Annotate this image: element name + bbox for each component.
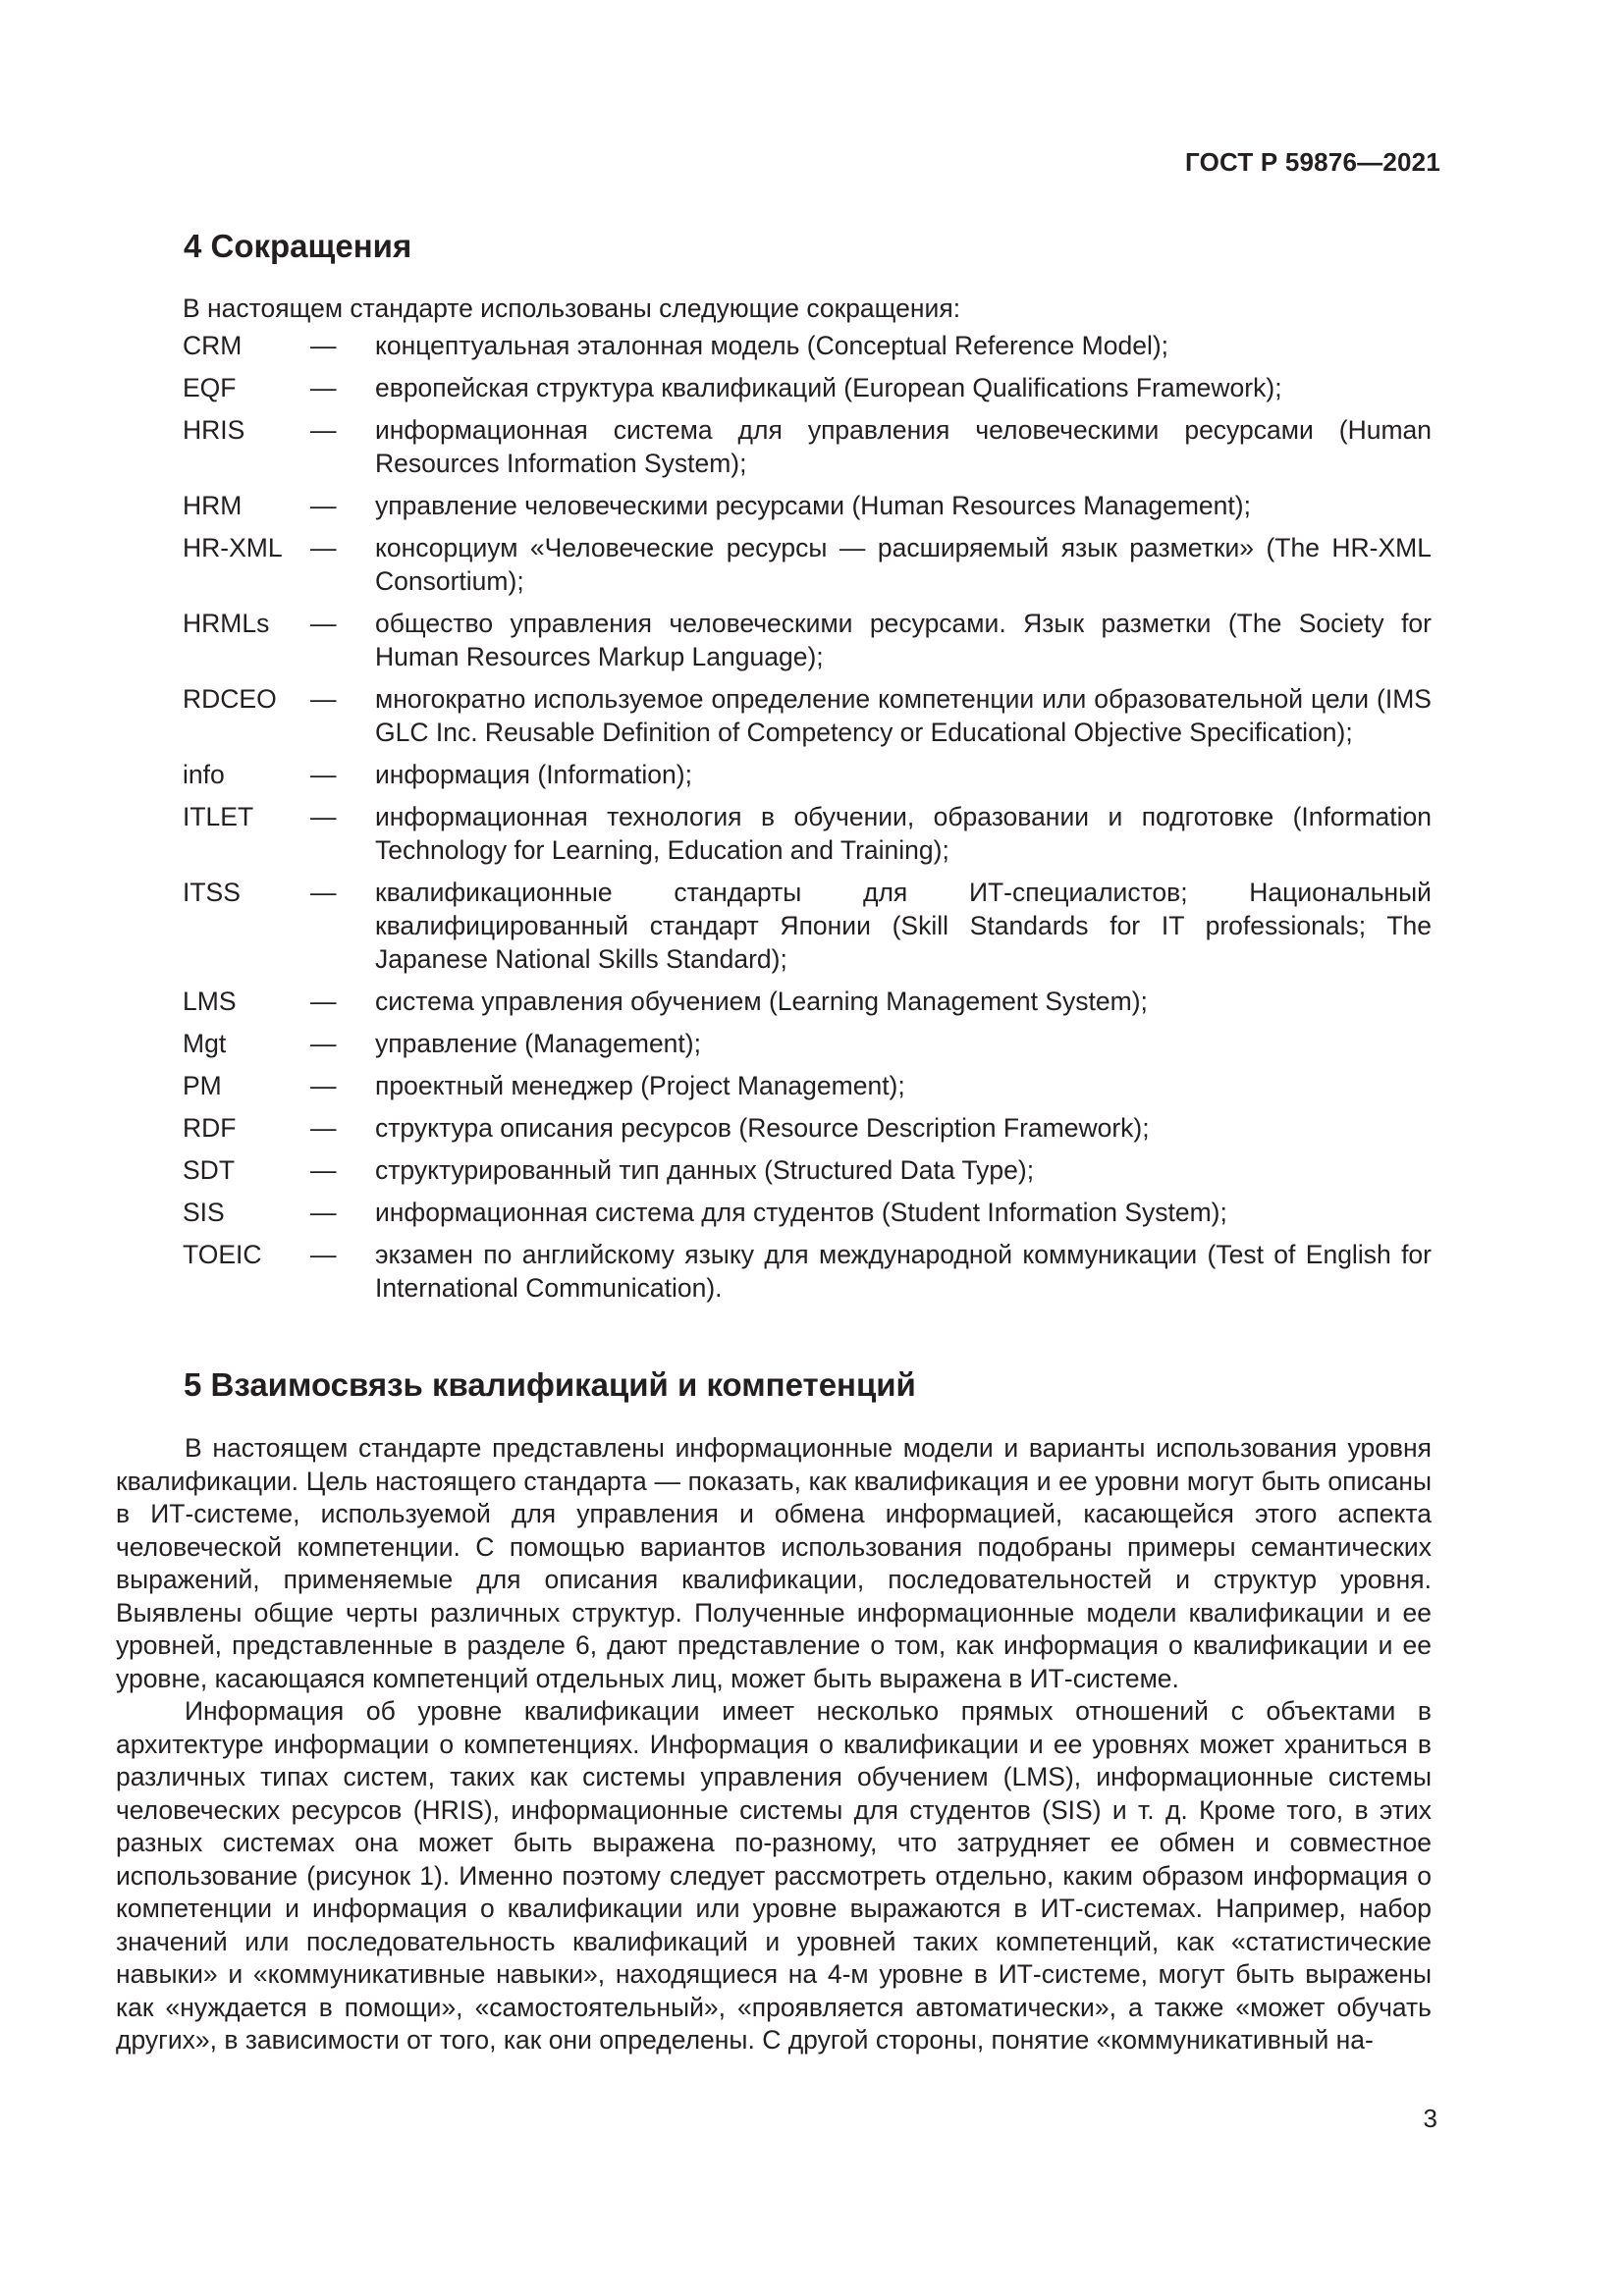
abbreviation-dash: — <box>310 1198 337 1227</box>
abbreviation-dash: — <box>310 1155 337 1185</box>
abbreviations-list <box>183 329 1432 1313</box>
abbreviation-dash: — <box>310 1113 337 1143</box>
abbreviation-dash: — <box>310 331 337 360</box>
abbreviation-row <box>183 531 1432 598</box>
abbreviation-dash: — <box>310 684 337 714</box>
abbreviation-term: RDF <box>183 1113 237 1143</box>
abbreviation-dash: — <box>310 1029 337 1058</box>
abbreviation-dash: — <box>310 1240 337 1269</box>
abbreviation-term: ITLET <box>183 802 254 831</box>
abbreviation-row <box>183 1069 1432 1102</box>
abbreviation-term: HR-XML <box>183 533 283 562</box>
abbreviation-dash: — <box>310 987 337 1016</box>
abbreviation-term: info <box>183 760 225 789</box>
abbreviation-definition: общество управления человеческими ресурсами. Язык разметки (The Society for Human Resources Markup Language); <box>375 609 1432 671</box>
abbreviation-term: RDCEO <box>183 684 277 714</box>
abbreviation-definition: концептуальная эталонная модель (Conceptual Reference Model); <box>375 331 1169 360</box>
abbreviation-row <box>183 985 1432 1018</box>
abbreviation-term: LMS <box>183 987 237 1016</box>
abbreviation-dash: — <box>310 609 337 638</box>
abbreviation-row <box>183 489 1432 522</box>
abbreviation-term: HRM <box>183 491 243 520</box>
abbreviation-row <box>183 329 1432 362</box>
abbreviation-row <box>183 1238 1432 1305</box>
abbreviation-row <box>183 758 1432 791</box>
abbreviation-row <box>183 1027 1432 1060</box>
abbreviation-dash: — <box>310 802 337 831</box>
abbreviation-term: TOEIC <box>183 1240 262 1269</box>
section-5-title: 5 Взаимосвязь квалификаций и компетенций <box>184 1366 916 1403</box>
abbreviation-definition: экзамен по английскому языку для международной коммуникации (Test of English for International Communication). <box>375 1240 1432 1303</box>
abbreviation-row <box>183 1153 1432 1187</box>
abbreviation-row <box>183 1196 1432 1229</box>
abbreviation-term: ITSS <box>183 878 241 907</box>
abbreviation-row <box>183 607 1432 673</box>
abbreviations-intro: В настоящем стандарте использованы следующие сокращения: <box>183 294 961 323</box>
abbreviation-definition: многократно используемое определение компетенции или образовательной цели (IMS GLC Inc. Reusable Definition of Competency or Educational Objective Specification); <box>375 684 1432 747</box>
abbreviation-definition: информация (Information); <box>375 760 692 789</box>
abbreviation-term: EQF <box>183 373 237 402</box>
section-4-title: 4 Сокращения <box>184 228 412 264</box>
abbreviation-term: SDT <box>183 1155 235 1185</box>
standard-header: ГОСТ Р 59876—2021 <box>1185 147 1440 177</box>
abbreviation-row <box>183 876 1432 976</box>
abbreviation-definition: информационная технология в обучении, образовании и подготовке (Information Technology for Learning, Education and Training); <box>375 802 1432 865</box>
abbreviation-dash: — <box>310 491 337 520</box>
abbreviation-row <box>183 800 1432 867</box>
abbreviation-term: CRM <box>183 331 243 360</box>
abbreviation-row <box>183 682 1432 749</box>
section-5-body <box>116 1432 1432 2057</box>
abbreviation-definition: консорциум «Человеческие ресурсы — расширяемый язык разметки» (The HR-XML Consortium); <box>375 533 1432 596</box>
page-number: 3 <box>1423 2104 1437 2133</box>
paragraph: Информация об уровне квалификации имеет несколько прямых отношений с объектами в архитектуре информации о компетенциях. Информация о квалификации и ее уровнях может храниться в различных типах систем, таких как системы управления обучением (LMS), информационные системы человеческих ресурсов (HRIS), информационные системы для студентов (SIS) и т. д. Кроме того, в этих разных системах она может быть выражена по-разному, что затрудняет ее обмен и совместное использование (рисунок 1). Именно поэтому следует рассмотреть отдельно, каким образом информация о компетенции и информация о квалификации или уровне выражаются в ИТ-системах. Например, набор значений или последовательность квалификаций и уровней таких компетенций, как «статистические навыки» и «коммуникативные навыки», находящиеся на 4-м уровне в ИТ-системе, могут быть выражены как «нуждается в помощи», «самостоятельный», «проявляется автоматически», а также «может обучать других», в зависимости от того, как они определены. С другой стороны, понятие «коммуникативный на- <box>116 1696 1432 2055</box>
abbreviation-dash: — <box>310 373 337 402</box>
paragraph: В настоящем стандарте представлены информационные модели и варианты использования уровня квалификации. Цель настоящего стандарта — показать, как квалификация и ее уровни могут быть описаны в ИТ-системе, используемой для управления и обмена информацией, касающейся этого аспекта человеческой компетенции. С помощью вариантов использования подобраны примеры семантических выражений, применяемые для описания квалификации, последовательностей и структур уровня. Выявлены общие черты различных структур. Полученные информационные модели квалификации и ее уровней, представленные в разделе 6, дают представление о том, как информация о квалификации и ее уровне, касающаяся компетенций отдельных лиц, может быть выражена в ИТ-системе. <box>116 1433 1432 1693</box>
abbreviation-definition: структура описания ресурсов (Resource Description Framework); <box>375 1113 1150 1143</box>
abbreviation-dash: — <box>310 1071 337 1100</box>
abbreviation-row <box>183 413 1432 480</box>
abbreviation-definition: управление (Management); <box>375 1029 701 1058</box>
abbreviation-row <box>183 1111 1432 1145</box>
abbreviation-dash: — <box>310 760 337 789</box>
abbreviation-definition: система управления обучением (Learning Management System); <box>375 987 1148 1016</box>
abbreviation-term: HRMLs <box>183 609 270 638</box>
abbreviation-definition: квалификационные стандарты для ИТ-специалистов; Национальный квалифицированный стандарт Японии (Skill Standards for IT professionals; The Japanese National Skills Standard); <box>375 878 1432 974</box>
abbreviation-dash: — <box>310 533 337 562</box>
abbreviation-definition: европейская структура квалификаций (European Qualifications Framework); <box>375 373 1282 402</box>
abbreviation-term: HRIS <box>183 415 245 445</box>
abbreviation-definition: проектный менеджер (Project Management); <box>375 1071 905 1100</box>
abbreviation-definition: структурированный тип данных (Structured Data Type); <box>375 1155 1035 1185</box>
abbreviation-term: Mgt <box>183 1029 227 1058</box>
abbreviation-term: PM <box>183 1071 222 1100</box>
abbreviation-dash: — <box>310 415 337 445</box>
abbreviation-row <box>183 371 1432 404</box>
abbreviation-definition: информационная система для управления человеческими ресурсами (Human Resources Information System); <box>375 415 1432 478</box>
abbreviation-term: SIS <box>183 1198 225 1227</box>
abbreviation-definition: информационная система для студентов (Student Information System); <box>375 1198 1227 1227</box>
abbreviation-definition: управление человеческими ресурсами (Human Resources Management); <box>375 491 1251 520</box>
abbreviation-dash: — <box>310 878 337 907</box>
